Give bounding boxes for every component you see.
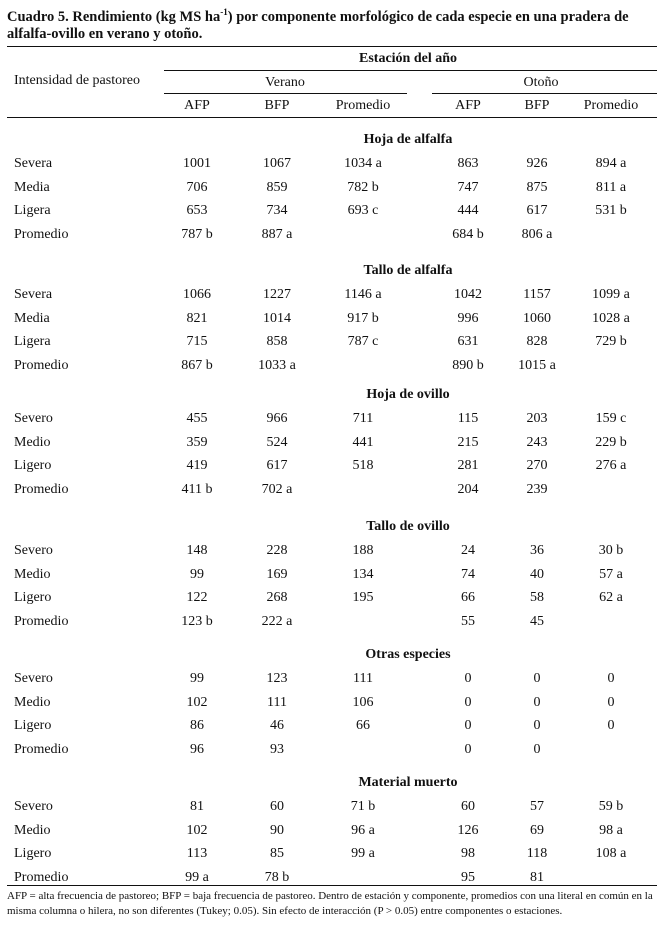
table-cell: 81 bbox=[530, 870, 544, 886]
table-cell: 531 b bbox=[595, 203, 627, 219]
row-label-header: Intensidad de pastoreo bbox=[14, 73, 140, 88]
table-cell: 134 bbox=[352, 566, 374, 582]
table-cell: 996 bbox=[457, 310, 479, 326]
table-cell: 890 b bbox=[452, 358, 484, 374]
table-cell: 66 bbox=[461, 590, 475, 606]
table-cell: 96 a bbox=[351, 822, 375, 838]
table-cell: 55 bbox=[461, 614, 475, 630]
section-title-tallo-de-alfalfa: Tallo de alfalfa bbox=[363, 263, 453, 278]
row-label: Media bbox=[14, 310, 50, 326]
table-cell: 270 bbox=[526, 458, 548, 474]
table-cell: 99 bbox=[190, 671, 204, 686]
table-cell: 859 bbox=[266, 179, 288, 195]
table-cell: 98 bbox=[461, 846, 475, 862]
table-cell: 60 bbox=[270, 799, 284, 814]
table-cell: 24 bbox=[461, 543, 475, 558]
table-cell: 95 bbox=[461, 870, 475, 886]
row-label: Ligero bbox=[14, 590, 52, 606]
season-header-verano: Verano bbox=[265, 75, 305, 90]
table-cell: 917 b bbox=[347, 310, 379, 326]
section-title-material-muerto: Material muerto bbox=[358, 775, 458, 790]
table-cell: 631 bbox=[457, 334, 479, 350]
table-cell: 0 bbox=[607, 671, 615, 686]
table-cell: 228 bbox=[266, 543, 288, 558]
table-cell: 1146 a bbox=[344, 287, 382, 302]
table-cell: 711 bbox=[352, 411, 374, 426]
table-cell: 239 bbox=[526, 482, 548, 498]
table-cell: 0 bbox=[533, 694, 541, 710]
row-label: Medio bbox=[14, 566, 51, 582]
table-cell: 926 bbox=[526, 156, 548, 171]
row-label: Promedio bbox=[14, 870, 69, 886]
table-cell: 106 bbox=[352, 694, 374, 710]
table-cell: 115 bbox=[457, 411, 479, 426]
table-cell: 93 bbox=[270, 742, 284, 758]
table-cell: 40 bbox=[530, 566, 544, 582]
section-title-hoja-de-alfalfa: Hoja de alfalfa bbox=[363, 132, 453, 147]
table-cell: 204 bbox=[457, 482, 479, 498]
table-cell: 359 bbox=[186, 434, 208, 450]
top-rule bbox=[7, 46, 657, 47]
table-cell: 58 bbox=[530, 590, 544, 606]
table-cell: 1099 a bbox=[592, 287, 630, 302]
table-cell: 123 b bbox=[181, 614, 213, 630]
table-cell: 118 bbox=[526, 846, 548, 862]
table-cell: 0 bbox=[607, 718, 615, 734]
table-cell: 159 c bbox=[595, 411, 627, 426]
table-cell: 188 bbox=[352, 543, 374, 558]
table-cell: 86 bbox=[190, 718, 204, 734]
table-cell: 782 b bbox=[347, 179, 379, 195]
table-cell: 966 bbox=[266, 411, 288, 426]
table-cell: 102 bbox=[186, 694, 208, 710]
header-bottom-rule bbox=[7, 117, 657, 118]
table-cell: 243 bbox=[526, 434, 548, 450]
table-cell: 617 bbox=[266, 458, 288, 474]
row-label: Media bbox=[14, 179, 50, 195]
table-cell: 787 c bbox=[347, 334, 379, 350]
row-label: Severo bbox=[14, 411, 53, 426]
col-header-otono-bfp: BFP bbox=[524, 98, 550, 113]
table-cell: 1060 bbox=[523, 310, 551, 326]
table-cell: 57 a bbox=[599, 566, 623, 582]
table-cell: 78 b bbox=[264, 870, 290, 886]
table-cell: 203 bbox=[526, 411, 548, 426]
table-cell: 411 b bbox=[181, 482, 213, 498]
table-cell: 747 bbox=[457, 179, 479, 195]
table-cell: 113 bbox=[186, 846, 208, 862]
table-cell: 99 a bbox=[185, 870, 209, 886]
table-cell: 102 bbox=[186, 822, 208, 838]
table-cell: 1157 bbox=[523, 287, 551, 302]
table-cell: 281 bbox=[457, 458, 479, 474]
table-cell: 0 bbox=[464, 694, 472, 710]
table-cell: 734 bbox=[266, 203, 288, 219]
table-cell: 729 b bbox=[595, 334, 627, 350]
table-cell: 867 b bbox=[181, 358, 213, 374]
table-cell: 1066 bbox=[183, 287, 211, 302]
table-cell: 123 bbox=[266, 671, 288, 686]
table-cell: 887 a bbox=[261, 227, 293, 243]
table-cell: 111 bbox=[353, 671, 373, 686]
row-label: Severo bbox=[14, 543, 53, 558]
table-cell: 0 bbox=[533, 671, 541, 686]
table-title: Cuadro 5. Rendimiento (kg MS $ha^{-1}$) por componente morfológico de cada especie en una pradera de alfalfa-ovillo en verano y otoño. bbox=[7, 7, 629, 42]
table-cell: 108 a bbox=[595, 846, 627, 862]
table-cell: 59 b bbox=[598, 799, 624, 814]
table-cell: 122 bbox=[186, 590, 208, 606]
col-header-otono-promedio: Promedio bbox=[583, 98, 639, 113]
table-cell: 0 bbox=[464, 671, 472, 686]
table-cell: 111 bbox=[267, 694, 287, 710]
table-cell: 806 a bbox=[521, 227, 553, 243]
table-cell: 1015 a bbox=[518, 358, 556, 374]
row-label: Promedio bbox=[14, 614, 69, 630]
row-label: Severa bbox=[14, 287, 53, 302]
table-cell: 1067 bbox=[263, 156, 291, 171]
table-cell: 36 bbox=[530, 543, 544, 558]
table-cell: 444 bbox=[457, 203, 479, 219]
verano-rule bbox=[164, 93, 407, 94]
table-cell: 419 bbox=[186, 458, 208, 474]
section-title-tallo-de-ovillo: Tallo de ovillo bbox=[366, 519, 450, 534]
table-cell: 1227 bbox=[263, 287, 291, 302]
table-cell: 0 bbox=[607, 694, 615, 710]
table-cell: 229 b bbox=[595, 434, 627, 450]
row-label: Ligero bbox=[14, 718, 52, 734]
table-cell: 148 bbox=[186, 543, 208, 558]
table-cell: 863 bbox=[457, 156, 479, 171]
bottom-rule bbox=[7, 885, 657, 886]
otono-rule bbox=[432, 93, 657, 94]
table-cell: 69 bbox=[530, 822, 544, 838]
table-cell: 875 bbox=[526, 179, 548, 195]
row-label: Ligera bbox=[14, 334, 51, 350]
table-cell: 0 bbox=[464, 742, 472, 758]
table-cell: 715 bbox=[186, 334, 208, 350]
table-cell: 811 a bbox=[595, 179, 627, 195]
table-cell: 1014 bbox=[263, 310, 291, 326]
season-group-header: Estación del año bbox=[358, 51, 458, 66]
table-cell: 702 a bbox=[261, 482, 293, 498]
table-cell: 215 bbox=[457, 434, 479, 450]
row-label: Ligero bbox=[14, 458, 52, 474]
table-cell: 1042 bbox=[454, 287, 482, 302]
table-cell: 66 bbox=[356, 718, 370, 734]
table-cell: 0 bbox=[533, 742, 541, 758]
table-cell: 518 bbox=[352, 458, 374, 474]
table-cell: 99 bbox=[190, 566, 204, 582]
table-cell: 85 bbox=[270, 846, 284, 862]
table-cell: 126 bbox=[457, 822, 479, 838]
col-header-verano-afp: AFP bbox=[184, 98, 210, 113]
row-label: Medio bbox=[14, 822, 51, 838]
table-cell: 828 bbox=[526, 334, 548, 350]
table-cell: 81 bbox=[190, 799, 204, 814]
table-cell: 1034 a bbox=[344, 156, 382, 171]
table-cell: 1001 bbox=[183, 156, 211, 171]
table-cell: 1028 a bbox=[592, 310, 630, 326]
table-cell: 0 bbox=[464, 718, 472, 734]
col-header-verano-promedio: Promedio bbox=[335, 98, 391, 113]
table-cell: 60 bbox=[461, 799, 475, 814]
table-cell: 99 a bbox=[351, 846, 375, 862]
row-label: Medio bbox=[14, 694, 51, 710]
row-label: Promedio bbox=[14, 742, 69, 758]
table-cell: 653 bbox=[186, 203, 208, 219]
row-label: Severa bbox=[14, 156, 53, 171]
table-cell: 96 bbox=[190, 742, 204, 758]
table-cell: 45 bbox=[530, 614, 544, 630]
col-header-verano-bfp: BFP bbox=[264, 98, 290, 113]
table-cell: 684 b bbox=[452, 227, 484, 243]
section-title-hoja-de-ovillo: Hoja de ovillo bbox=[366, 387, 450, 402]
table-cell: 169 bbox=[266, 566, 288, 582]
table-cell: 0 bbox=[533, 718, 541, 734]
section-title-otras-especies: Otras especies bbox=[365, 647, 451, 662]
table-cell: 62 a bbox=[599, 590, 623, 606]
table-cell: 90 bbox=[270, 822, 284, 838]
season-group-rule bbox=[164, 70, 657, 71]
table-cell: 706 bbox=[186, 179, 208, 195]
table-cell: 821 bbox=[186, 310, 208, 326]
row-label: Severo bbox=[14, 671, 53, 686]
table-cell: 222 a bbox=[261, 614, 293, 630]
table-cell: 858 bbox=[266, 334, 288, 350]
row-label: Medio bbox=[14, 434, 51, 450]
row-label: Promedio bbox=[14, 227, 69, 243]
table-cell: 74 bbox=[461, 566, 475, 582]
row-label: Severo bbox=[14, 799, 53, 814]
row-label: Ligero bbox=[14, 846, 52, 862]
table-cell: 693 c bbox=[347, 203, 379, 219]
table-cell: 71 b bbox=[350, 799, 376, 814]
row-label: Ligera bbox=[14, 203, 51, 219]
table-cell: 98 a bbox=[599, 822, 623, 838]
row-label: Promedio bbox=[14, 482, 69, 498]
table-cell: 30 b bbox=[598, 543, 624, 558]
table-cell: 276 a bbox=[595, 458, 627, 474]
table-cell: 268 bbox=[266, 590, 288, 606]
col-header-otono-afp: AFP bbox=[455, 98, 481, 113]
season-header-otono: Otoño bbox=[523, 75, 559, 90]
table-cell: 524 bbox=[266, 434, 288, 450]
table-cell: 787 b bbox=[181, 227, 213, 243]
table-cell: 195 bbox=[352, 590, 374, 606]
table-cell: 441 bbox=[352, 434, 374, 450]
table-cell: 57 bbox=[530, 799, 544, 814]
table-cell: 455 bbox=[186, 411, 208, 426]
row-label: Promedio bbox=[14, 358, 69, 374]
footnote: AFP = alta frecuencia de pastoreo; BFP = baja frecuencia de pastoreo. Dentro de estación y componente, promedios con una literal en común en la misma columna o hilera, no son diferentes (Tukey; 0.05). Sin efecto de interacción (P > 0.05) entre componentes o estaciones. bbox=[7, 890, 653, 917]
table-cell: 617 bbox=[526, 203, 548, 219]
table-cell: 894 a bbox=[595, 156, 627, 171]
table-cell: 46 bbox=[270, 718, 284, 734]
table-cell: 1033 a bbox=[258, 358, 296, 374]
